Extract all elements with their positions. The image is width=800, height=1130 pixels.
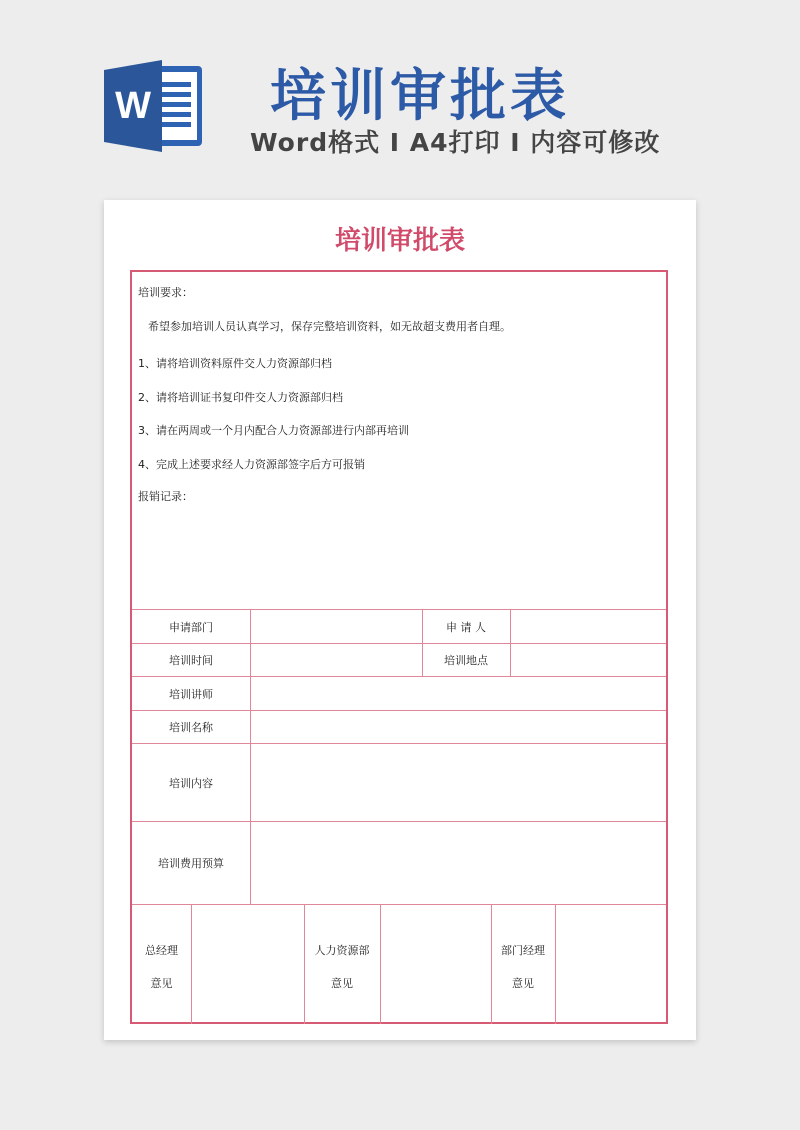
divider — [491, 904, 492, 1024]
lecturer-label: 培训讲师 — [169, 687, 213, 701]
hr-opinion-label: 意见 — [331, 977, 353, 990]
training-content-label: 培训内容 — [169, 776, 213, 790]
applicant-label: 申 请 人 — [446, 620, 486, 634]
document-page — [104, 200, 696, 1040]
divider — [510, 609, 511, 676]
document-title: 培训审批表 — [334, 226, 465, 256]
dept-manager-opinion-label: 部门经理 — [501, 944, 545, 957]
divider — [304, 904, 305, 1024]
page-title: 培训审批表 — [270, 64, 570, 129]
requirements-heading: 培训要求： — [138, 286, 193, 299]
department-label: 申请部门 — [169, 620, 213, 634]
divider — [555, 904, 556, 1024]
hr-opinion-label: 人力资源部 — [314, 944, 370, 957]
requirement-item: 2、请将培训证书复印件交人力资源部归档 — [138, 391, 343, 404]
training-budget-label: 培训费用预算 — [158, 857, 224, 870]
dept-manager-opinion-label: 意见 — [512, 977, 534, 990]
training-requirements — [132, 272, 666, 609]
gm-opinion-label: 总经理 — [145, 944, 178, 957]
approval-form — [130, 270, 668, 1024]
divider — [132, 904, 666, 905]
header — [0, 0, 800, 195]
training-time-label: 培训时间 — [169, 654, 213, 667]
divider — [191, 904, 192, 1024]
training-name-label: 培训名称 — [169, 721, 213, 734]
requirement-item: 4、完成上述要求经人力资源部签字后方可报销 — [138, 458, 365, 471]
page-subtitle: Word格式 I A4打印 I 内容可修改 — [250, 128, 661, 157]
divider — [380, 904, 381, 1024]
requirements-intro: 希望参加培训人员认真学习，保存完整培训资料，如无故超支费用者自理。 — [148, 320, 511, 333]
word-icon-letter: W — [115, 85, 151, 127]
gm-opinion-label: 意见 — [150, 977, 173, 990]
training-location-label: 培训地点 — [444, 654, 488, 667]
word-icon — [104, 60, 204, 152]
divider — [250, 609, 251, 904]
requirement-item: 1、请将培训资料原件交人力资源部归档 — [138, 357, 332, 370]
requirement-item: 3、请在两周或一个月内配合人力资源部进行内部再培训 — [138, 424, 409, 437]
reimbursement-label: 报销记录： — [138, 490, 193, 503]
